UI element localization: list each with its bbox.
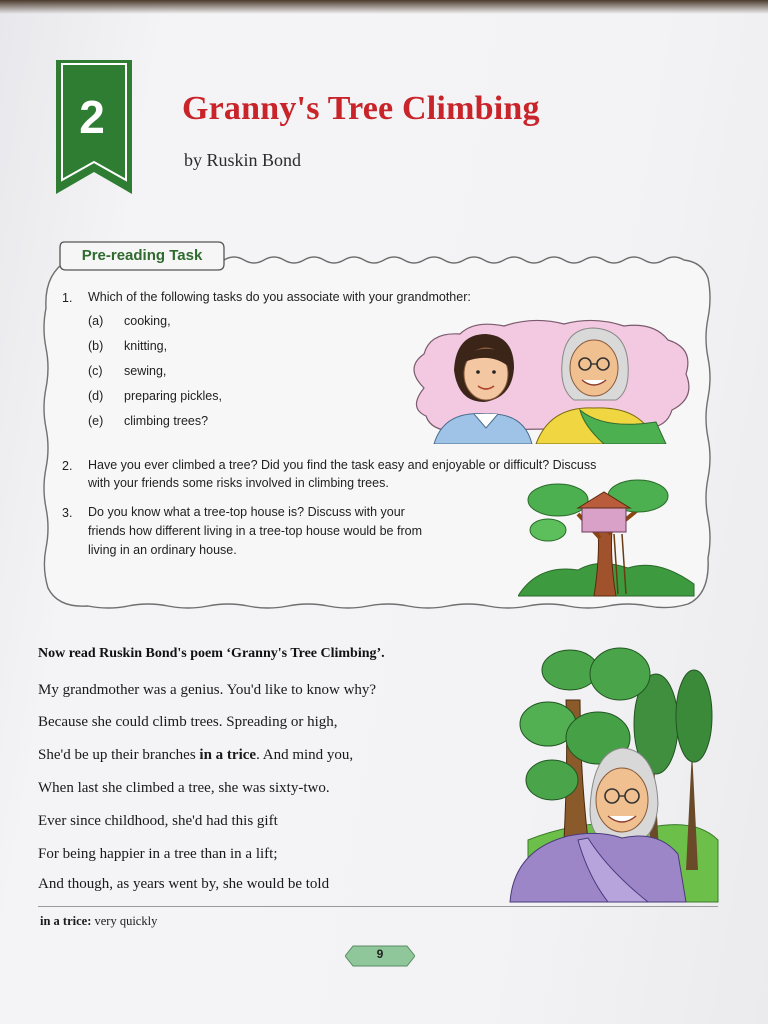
author-byline: by Ruskin Bond	[184, 150, 302, 170]
question-2-line: with your friends some risks involved in climbing trees.	[88, 476, 389, 490]
prereading-heading: Pre-reading Task	[81, 246, 203, 264]
poem-line: Because she could climb trees. Spreading or high,	[38, 714, 338, 730]
question-3-line: Do you know what a tree-top house is? Discuss with your	[88, 505, 405, 519]
question-1-text: Which of the following tasks do you associate with your grandmother:	[88, 290, 471, 304]
poem-line: For being happier in a tree than in a lift;	[38, 846, 278, 862]
poem-intro: Now read Ruskin Bond's poem ‘Granny's Tree Climbing’.	[38, 646, 385, 661]
option-item: (b) knitting,	[88, 339, 168, 353]
chapter-ribbon	[52, 60, 132, 200]
question-number: 1.	[62, 291, 73, 305]
question-2-line: Have you ever climbed a tree? Did you find the task easy and enjoyable or difficult? Discuss	[88, 458, 597, 472]
page-number-badge	[345, 944, 415, 968]
page-number: 9	[376, 947, 384, 961]
option-item: (c) sewing,	[88, 364, 167, 378]
girl-and-grandmother-illustration	[404, 318, 694, 444]
page-title: Granny's Tree Climbing	[182, 90, 540, 127]
poem-line: My grandmother was a genius. You'd like to know why?	[38, 682, 377, 698]
question-number: 3.	[62, 506, 73, 520]
poem-line: And though, as years went by, she would be told	[38, 876, 330, 892]
question-3-line: living in an ordinary house.	[88, 543, 237, 557]
option-item: (d) preparing pickles,	[88, 389, 222, 403]
question-3-line: friends how different living in a tree-top house would be from	[88, 524, 422, 538]
poem-line: She'd be up their branches in a trice. And mind you,	[38, 747, 354, 763]
page-edge-shadow	[0, 0, 768, 14]
footnote-divider	[38, 906, 718, 907]
chapter-number: 2	[79, 91, 105, 143]
glossary-note: in a trice: very quickly	[40, 914, 158, 928]
option-item: (a) cooking,	[88, 314, 171, 328]
poem-line: When last she climbed a tree, she was sixty-two.	[38, 780, 330, 796]
question-number: 2.	[62, 459, 73, 473]
granny-trees-illustration	[508, 640, 722, 904]
tree-house-illustration	[518, 478, 698, 598]
option-item: (e) climbing trees?	[88, 414, 209, 428]
poem-line: Ever since childhood, she'd had this gift	[38, 813, 278, 829]
